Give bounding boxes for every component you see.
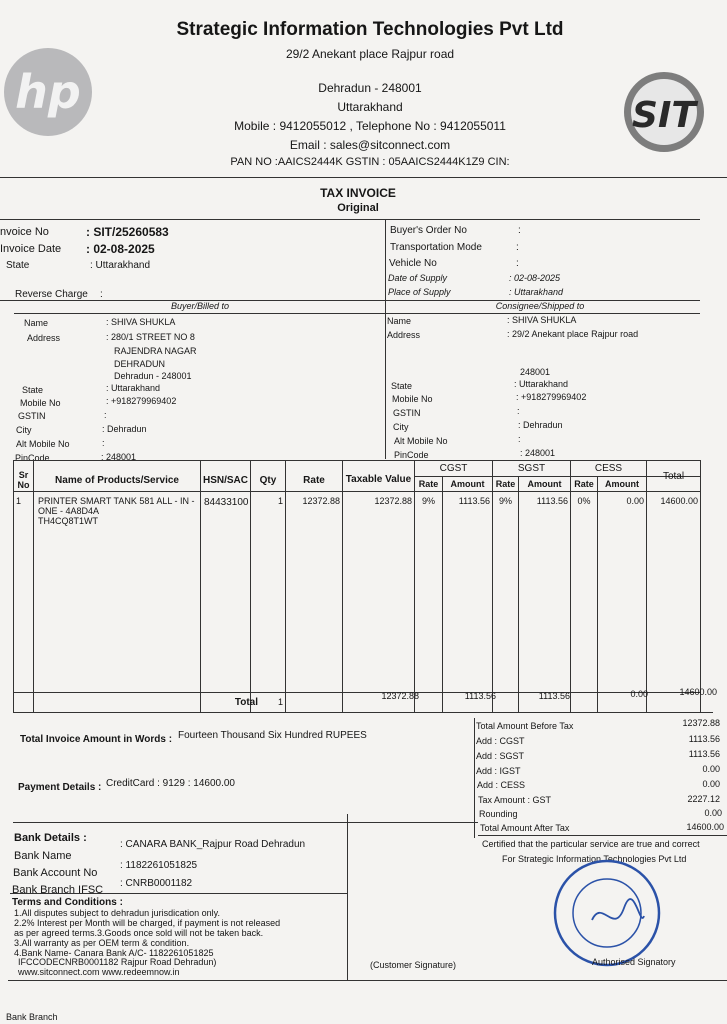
supply-place-label: Place of Supply: [388, 287, 451, 297]
col-cgst: CGST: [439, 463, 468, 474]
consignee-name-label: Name: [387, 316, 412, 326]
col-qty: Qty: [259, 475, 277, 486]
bank-ifsc-label: Bank Branch IFSC: [12, 884, 104, 896]
customer-signature: (Customer Signature): [370, 960, 457, 970]
consignee-address: : 29/2 Anekant place Rajpur road: [507, 329, 639, 339]
summary-label-3: Add : IGST: [476, 766, 521, 776]
row-qty: 1: [277, 496, 283, 506]
col-cgst-rate: Rate: [418, 479, 439, 489]
buyer-pincode-label: PinCode: [15, 453, 50, 463]
row-cess-rate: 0%: [577, 496, 591, 506]
row-product-line-3: TH4CQ8T1WT: [38, 516, 99, 526]
buyer-city: : Dehradun: [102, 424, 147, 434]
amount-in-words: Fourteen Thousand Six Hundred RUPEES: [178, 730, 367, 741]
summary-value-1: 1113.56: [688, 734, 720, 744]
consignee-heading: Consignee/Shipped to: [495, 301, 585, 311]
vehicle-label: Vehicle No: [389, 258, 437, 269]
total-cess: 0.00: [630, 689, 648, 699]
svg-text:SIT: SIT: [632, 95, 696, 136]
total-qty: 1: [277, 697, 283, 707]
payment-details-label: Payment Details :: [18, 782, 102, 793]
consignee-mobile-label: Mobile No: [392, 394, 433, 404]
consignee-city-label: City: [393, 422, 409, 432]
terms-line-7: www.sitconnect.com www.redeemnow.in: [18, 967, 180, 977]
buyer-address-line-4: Dehradun - 248001: [114, 371, 192, 381]
row-taxable: 12372.88: [374, 496, 412, 506]
hp-logo: [2, 46, 94, 138]
summary-label-6: Rounding: [479, 809, 518, 819]
buyer-name-label: Name: [24, 318, 49, 328]
company-name: Strategic Information Technologies Pvt Ltd: [176, 19, 564, 40]
row-product-line-2: ONE - 4A8D4A: [38, 506, 100, 516]
summary-value-7: 14600.00: [686, 822, 724, 832]
invoice-date: : 02-08-2025: [86, 242, 155, 256]
state-label: State: [6, 260, 30, 271]
summary-value-5: 2227.12: [687, 794, 720, 804]
consignee-mobile: : +918279969402: [516, 392, 587, 402]
bank-account-label: Bank Account No: [13, 867, 98, 879]
summary-label-2: Add : SGST: [476, 751, 525, 761]
summary-value-3: 0.00: [702, 764, 720, 774]
consignee-gstin: :: [517, 406, 520, 416]
col-taxable: Taxable Value: [345, 474, 412, 485]
col-rate: Rate: [303, 475, 325, 486]
col-hsn: HSN/SAC: [202, 475, 248, 486]
col-sgst: SGST: [517, 463, 546, 474]
buyer-address-line-2: RAJENDRA NAGAR: [114, 346, 197, 356]
company-address: 29/2 Anekant place Rajpur road: [285, 47, 455, 61]
col-cgst-amount: Amount: [450, 479, 485, 489]
company-state: Uttarakhand: [337, 100, 403, 114]
consignee-state: : Uttarakhand: [514, 379, 569, 389]
col-product-name: Name of Products/Service: [55, 475, 179, 486]
summary-label-1: Add : CGST: [476, 736, 525, 746]
consignee-city: : Dehradun: [518, 420, 563, 430]
company-stamp: [552, 858, 662, 968]
summary-label-5: Tax Amount : GST: [478, 795, 552, 805]
col-cess-amount: Amount: [605, 479, 639, 489]
row-hsn: 84433100: [204, 497, 249, 508]
terms-line-2: 2.2% Interest per Month will be charged, if payment is not released: [14, 918, 281, 928]
invoice-no: : SIT/25260583: [86, 225, 169, 239]
state-value: : Uttarakhand: [90, 260, 151, 271]
consignee-address-label: Address: [387, 330, 421, 340]
buyer-name: : SHIVA SHUKLA: [106, 317, 176, 327]
company-tax-ids: PAN NO :AAICS2444K GSTIN : 05AAICS2444K1Z9 CIN:: [230, 156, 510, 168]
bank-account: : 1182261051825: [120, 860, 198, 871]
summary-value-0: 12372.88: [682, 718, 720, 728]
summary-label-4: Add : CESS: [477, 780, 526, 790]
transport-value: :: [516, 242, 519, 253]
supply-date-label: Date of Supply: [388, 273, 448, 283]
summary-value-4: 0.00: [702, 779, 720, 789]
consignee-name: : SHIVA SHUKLA: [507, 315, 577, 325]
payment-details: CreditCard : 9129 : 14600.00: [106, 778, 235, 789]
invoice-copy-type: Original: [337, 202, 379, 214]
company-city: Dehradun - 248001: [318, 81, 422, 95]
total-label: Total: [234, 697, 258, 708]
consignee-address-pin: 248001: [520, 367, 551, 377]
buyer-city-label: City: [16, 425, 32, 435]
supply-place-value: : Uttarakhand: [509, 287, 564, 297]
col-cess: CESS: [594, 463, 623, 474]
buyer-mobile-label: Mobile No: [20, 398, 61, 408]
consignee-pincode-label: PinCode: [394, 450, 429, 460]
svg-text:hp: hp: [15, 65, 81, 119]
row-cgst-amount: 1113.56: [458, 496, 490, 506]
buyers-order-label: Buyer's Order No: [390, 225, 467, 236]
consignee-alt-mobile: :: [518, 434, 521, 444]
buyers-order-value: :: [518, 225, 521, 236]
summary-value-2: 1113.56: [688, 749, 720, 759]
transport-label: Transportation Mode: [390, 242, 482, 253]
invoice-no-label: nvoice No: [0, 226, 49, 238]
bank-name: : CANARA BANK_Rajpur Road Dehradun: [120, 839, 306, 850]
col-cess-rate: Rate: [574, 479, 594, 489]
buyer-mobile: : +918279969402: [106, 396, 177, 406]
vehicle-value: :: [516, 258, 519, 269]
buyer-gstin: :: [104, 410, 107, 420]
bank-ifsc: : CNRB0001182: [120, 878, 193, 889]
terms-line-3: as per agreed terms.3.Goods once sold will not be taken back.: [14, 928, 264, 938]
consignee-state-label: State: [391, 381, 413, 391]
bank-name-label: Bank Name: [14, 850, 72, 862]
reverse-charge-label: Reverse Charge: [15, 289, 88, 300]
buyer-alt-mobile: :: [102, 438, 105, 448]
col-total: Total: [662, 471, 685, 482]
terms-heading: Terms and Conditions :: [12, 897, 123, 908]
certification-company: For Strategic Information Technologies Pvt Ltd: [502, 854, 687, 864]
consignee-alt-mobile-label: Alt Mobile No: [394, 436, 448, 446]
buyer-address-line-1: : 280/1 STREET NO 8: [106, 332, 195, 342]
reverse-charge-value: :: [100, 289, 103, 300]
terms-line-1: 1.All disputes subject to dehradun jurisdication only.: [14, 908, 220, 918]
certification-text: Certified that the particular service are true and correct: [482, 839, 700, 849]
row-sgst-rate: 9%: [498, 496, 512, 506]
buyer-state-label: State: [22, 385, 44, 395]
consignee-pincode: : 248001: [520, 448, 556, 458]
col-sr: Sr No: [17, 470, 30, 490]
row-sgst-amount: 1113.56: [536, 496, 568, 506]
buyer-heading: Buyer/Billed to: [170, 301, 230, 311]
buyer-address-label: Address: [27, 333, 61, 343]
total-cgst: 1113.56: [464, 691, 496, 701]
summary-label-7: Total Amount After Tax: [480, 823, 570, 833]
total-sgst: 1113.56: [538, 691, 570, 701]
col-sgst-amount: Amount: [527, 479, 562, 489]
total-amount: 14600.00: [679, 687, 717, 697]
col-sgst-rate: Rate: [495, 479, 516, 489]
buyer-alt-mobile-label: Alt Mobile No: [16, 439, 70, 449]
row-cess-amount: 0.00: [626, 496, 644, 506]
authorised-signatory: Authorised Signatory: [592, 957, 676, 967]
buyer-pincode: : 248001: [101, 452, 137, 462]
summary-value-6: 0.00: [704, 808, 722, 818]
bank-heading: Bank Details :: [14, 832, 87, 844]
consignee-gstin-label: GSTIN: [393, 408, 421, 418]
invoice-title: TAX INVOICE: [320, 186, 396, 200]
terms-line-6: IFCCODECNRB0001182 Rajpur Road Dehradun): [18, 957, 217, 967]
buyer-gstin-label: GSTIN: [18, 411, 46, 421]
buyer-address-line-3: DEHRADUN: [114, 359, 166, 369]
row-total: 14600.00: [660, 496, 698, 506]
terms-line-4: 3.All warranty as per OEM term & condition.: [14, 938, 190, 948]
buyer-state: : Uttarakhand: [106, 383, 161, 393]
terms-line-5: 4.Bank Name- Canara Bank A/C- 1182261051825: [14, 948, 214, 958]
summary-label-0: Total Amount Before Tax: [476, 721, 574, 731]
row-sr: 1: [16, 496, 22, 506]
invoice-date-label: Invoice Date: [0, 243, 62, 255]
total-taxable: 12372.88: [381, 691, 419, 701]
sit-logo: [622, 70, 706, 154]
bottom-fragment: Bank Branch: [6, 1012, 58, 1022]
company-email: Email : sales@sitconnect.com: [289, 138, 451, 152]
row-rate: 12372.88: [302, 496, 340, 506]
supply-date-value: : 02-08-2025: [509, 273, 561, 283]
row-cgst-rate: 9%: [421, 496, 435, 506]
row-product-line-1: PRINTER SMART TANK 581 ALL - IN -: [38, 496, 195, 506]
company-phones: Mobile : 9412055012 , Telephone No : 9412055011: [234, 119, 506, 133]
amount-in-words-label: Total Invoice Amount in Words :: [20, 734, 173, 745]
